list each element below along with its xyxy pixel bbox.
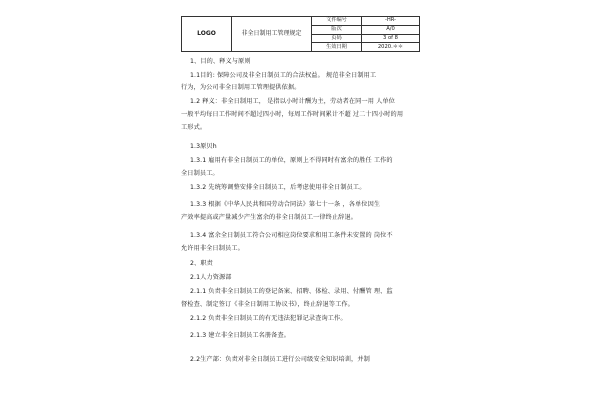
paragraph-line: 2.1.3 建立非全日制员工名册备查。 (190, 332, 291, 339)
field-value-effective-date: 2020.＊＊ (362, 43, 420, 52)
paragraph-line: 2.2生产部：负责对非全日制员工进行公司级安全知识培训，并制 (190, 356, 370, 363)
paragraph-line: 1.3.4 富余全日制员工符合公司相应岗位要求和用工条件未安置的 岗位不 (190, 232, 393, 239)
paragraph-line: 1.3.2 先统筹调整安排全日制员工，后考虑使用非全日制员工。 (190, 184, 366, 191)
paragraph-line: 1.2 释义：非全日制用工， 是指以小时计酬为主，劳动者在同一用 人单位 (190, 98, 395, 105)
document-title: 非全日制用工管理规定 (232, 17, 312, 52)
field-label-effective-date: 生效日期 (312, 43, 362, 52)
paragraph-line: 2.1.2 负责非全日制员工的有无违法犯罪记录查询工作。 (190, 315, 347, 322)
field-value-version: A/0 (362, 25, 420, 34)
paragraph-line: 允许用非全日制员工。 (181, 245, 244, 252)
paragraph-line: 1.3.3 根据《中华人民共和国劳动合同法》第七十一条 ，各单位因生 (190, 201, 381, 208)
subsection-heading: 1.3原贝h (190, 143, 217, 150)
field-label-page: 页码 (312, 34, 362, 43)
document-header-table (181, 16, 420, 52)
section-heading: 2、职责 (190, 260, 213, 267)
logo: LOGO (182, 17, 232, 52)
field-value-page: 3 of 8 (362, 34, 420, 43)
paragraph-line: 产效率提高或产量减少产生富余的非全日制员工一律终止辞退。 (181, 214, 358, 221)
paragraph-line: 1.3.1 雇用有非全日制员工的单位，原则上不得同时有富余的胜任 工作的 (190, 157, 393, 164)
section-heading: 1、目的、释义与原则 (190, 58, 251, 65)
field-value-doc-number: -HR- (362, 17, 420, 26)
paragraph-line: 全日制员工。 (181, 170, 219, 177)
subsection-heading: 2.1人力资源部 (190, 274, 232, 281)
field-label-version: 版次 (312, 25, 362, 34)
paragraph-line: 督检查、制定签订《非全日制用工协议书》，终止辞退等工作。 (181, 301, 354, 308)
paragraph-line: 一般平均每日工作时间不超过四小时，每周工作时间累计不超 过二十四小时的用 (181, 111, 404, 118)
paragraph-line: 行为，为公司非全日制用工管理提供依据。 (181, 84, 301, 91)
paragraph-line: 1.1目的: 保障公司及非全日制员工的合法权益。 规范非全日制用工 (190, 72, 377, 79)
field-label-doc-number: 文件编号 (312, 17, 362, 26)
paragraph-line: 2.1.1 负责非全日制员工的登记备案、招聘、体检、录用、付酬管 理、监 (190, 288, 393, 295)
paragraph-line: 工形式。 (181, 124, 207, 131)
